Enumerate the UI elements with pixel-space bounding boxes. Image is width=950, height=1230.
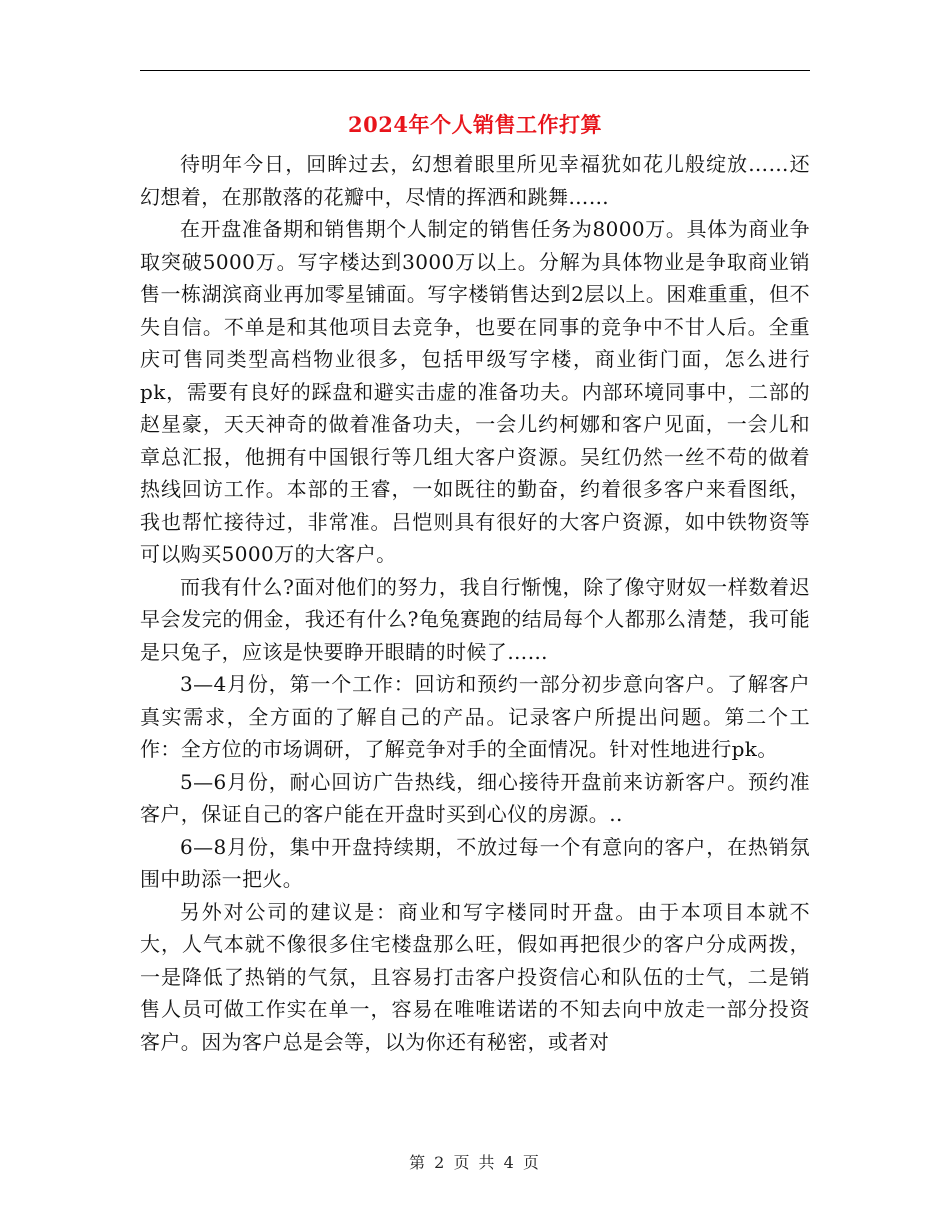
page-number-footer: 第 2 页 共 4 页 <box>409 1153 541 1172</box>
paragraph-self-reflection: 而我有什么?面对他们的努力，我自行惭愧，除了像守财奴一样数着迟早会发完的佣金，我还有什么?龟兔赛跑的结局每个人都那么清楚，我可能是只兔子，应该是快要睁开眼睛的时候了…… <box>140 574 810 664</box>
paragraph-sales-target: 在开盘准备期和销售期个人制定的销售任务为8000万。具体为商业争取突破5000万。写字楼达到3000万以上。分解为具体物业是争取商业销售一栋湖滨商业再加零星铺面。写字楼销售达到2层以上。困难重重，但不失自信。不单是和其他项目去竞争，也要在同事的竞争中不甘人后。全重庆可售同类型高档物业很多，包括甲级写字楼，商业街门面，怎么进行pk，需要有良好的踩盘和避实击虚的准备功夫。内部环境同事中，二部的赵星豪，天天神奇的做着准备功夫，一会儿约柯娜和客户见面，一会儿和章总汇报，他拥有中国银行等几组大客户资源。吴红仍然一丝不苟的做着热线回访工作。本部的王睿，一如既往的勤奋，约着很多客户来看图纸，我也帮忙接待过，非常准。吕恺则具有很好的大客户资源，如中铁物资等可以购买5000万的大客户。 <box>140 217 810 566</box>
paragraph-may-june-plan: 5—6月份，耐心回访广告热线，细心接待开盘前来访新客户。预约准客户，保证自己的客户能在开盘时买到心仪的房源。.. <box>140 769 810 826</box>
paragraph-march-april-plan: 3—4月份，第一个工作：回访和预约一部分初步意向客户。了解客户真实需求，全方面的了解自己的产品。记录客户所提出问题。第二个工作：全方位的市场调研，了解竞争对手的全面情况。针对性地进行pk。 <box>140 672 810 761</box>
document-title: 2024年个人销售工作打算 <box>348 112 602 137</box>
paragraph-intro: 待明年今日，回眸过去，幻想着眼里所见幸福犹如花儿般绽放……还幻想着，在那散落的花瓣中，尽情的挥洒和跳舞…… <box>140 152 810 209</box>
paragraph-june-august-plan: 6—8月份，集中开盘持续期，不放过每一个有意向的客户，在热销氛围中助添一把火。 <box>140 834 810 891</box>
document-body <box>140 148 810 1058</box>
header-rule <box>140 70 810 71</box>
paragraph-company-suggestion: 另外对公司的建议是：商业和写字楼同时开盘。由于本项目本就不大，人气本就不像很多住宅楼盘那么旺，假如再把很少的客户分成两拨，一是降低了热销的气氛，且容易打击客户投资信心和队伍的士气，二是销售人员可做工作实在单一，容易在唯唯诺诺的不知去向中放走一部分投资客户。因为客户总是会等，以为你还有秘密，或者对 <box>140 899 810 1054</box>
